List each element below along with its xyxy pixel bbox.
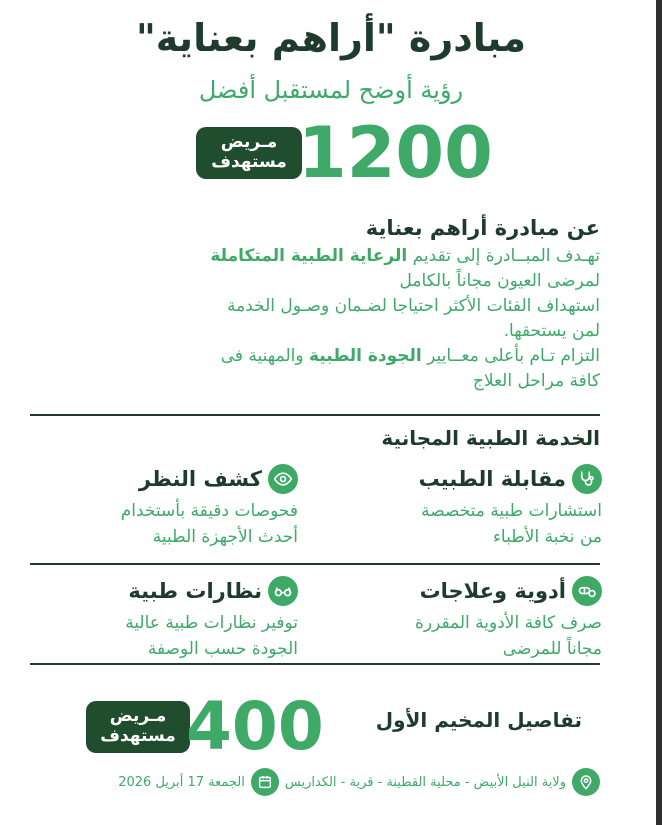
service-eye-exam-desc-2: أحدث الأجهزة الطبية xyxy=(152,527,298,547)
service-glasses-desc-1: توفير نظارات طبية عالية xyxy=(125,613,298,633)
target-patients-number: 1200 xyxy=(298,112,493,194)
divider xyxy=(30,414,600,416)
target-patients-badge xyxy=(196,127,302,178)
page-edge xyxy=(656,0,662,825)
pills-icon xyxy=(572,576,602,606)
about-line-1 xyxy=(125,244,600,269)
about-line-1-text: تهـدف المبــادرة إلى تقديم xyxy=(407,246,600,266)
footer xyxy=(28,768,600,796)
service-medicine-desc-1: صرف كافة الأدوية المقررة xyxy=(414,613,602,633)
stethoscope-icon xyxy=(572,464,602,494)
about-line-2: لمرضى العيون مجاناً بالكامل xyxy=(399,271,600,291)
service-glasses-title: نظارات طبية xyxy=(128,579,262,603)
camp-badge-label-targeted: مستهدف xyxy=(100,726,176,746)
service-glasses xyxy=(48,576,298,662)
target-patients-stat xyxy=(196,112,493,194)
service-doctor-title: مقابلة الطبيب xyxy=(418,467,566,491)
footer-date: الجمعة 17 أبريل 2026 xyxy=(118,774,245,790)
badge-label-patient: مـريض xyxy=(220,132,278,153)
calendar-icon xyxy=(251,768,279,796)
about-line-5 xyxy=(125,344,600,369)
divider xyxy=(30,663,600,665)
page-subtitle: رؤية أوضح لمستقبل أفضل xyxy=(198,76,464,104)
eye-icon xyxy=(268,464,298,494)
about-line-1-bold: الرعاية الطبية المتكاملة xyxy=(210,246,408,266)
divider xyxy=(30,563,600,565)
glasses-icon xyxy=(268,576,298,606)
service-medicine xyxy=(352,576,602,662)
service-doctor-desc-1: استشارات طبية متخصصة xyxy=(421,501,602,521)
about-line-6: كافة مراحل العلاج xyxy=(472,371,600,391)
service-eye-exam xyxy=(48,464,298,550)
camp-patients-badge xyxy=(86,701,190,752)
service-medicine-title: أدوية وعلاجات xyxy=(419,579,566,603)
camp-heading: تفاصيل المخيم الأول xyxy=(375,708,582,732)
service-medicine-desc-2: مجاناً للمرضى xyxy=(502,639,602,659)
service-eye-exam-desc-1: فحوصات دقيقة بأستخدام xyxy=(120,501,298,521)
about-line-4: لمن يستحقها. xyxy=(503,321,600,341)
page-title: مبادرة "أراهم بعناية" xyxy=(135,16,527,60)
about-line-5-bold: الجودة الطبية xyxy=(309,346,422,366)
service-glasses-desc-2: الجودة حسب الوصفة xyxy=(147,639,298,659)
service-doctor-desc-2: من نخبة الأطباء xyxy=(492,527,602,547)
services-heading: الخدمة الطبية المجانية xyxy=(381,426,600,450)
camp-patients-stat xyxy=(86,688,324,765)
about-heading: عن مبادرة أراهم بعناية xyxy=(365,216,600,240)
footer-location: ولاية النيل الأبيض - محلية القطينة - قرية - الكداريس xyxy=(284,774,566,790)
camp-patients-number: 400 xyxy=(186,688,324,765)
about-line-5-tail: والمهنية فى xyxy=(220,346,309,366)
service-eye-exam-title: كشف النظر xyxy=(138,467,262,491)
about-section xyxy=(125,216,600,394)
badge-label-targeted: مستهدف xyxy=(211,152,287,172)
about-line-3: استهداف الفئات الأكثر احتياجا لضـمان وصـول الخدمة xyxy=(227,296,600,316)
about-line-5-text: التزام تـام بأعلى معــايير xyxy=(421,346,600,366)
location-pin-icon xyxy=(572,768,600,796)
service-doctor xyxy=(352,464,602,550)
camp-badge-label-patient: مـريض xyxy=(109,706,167,727)
